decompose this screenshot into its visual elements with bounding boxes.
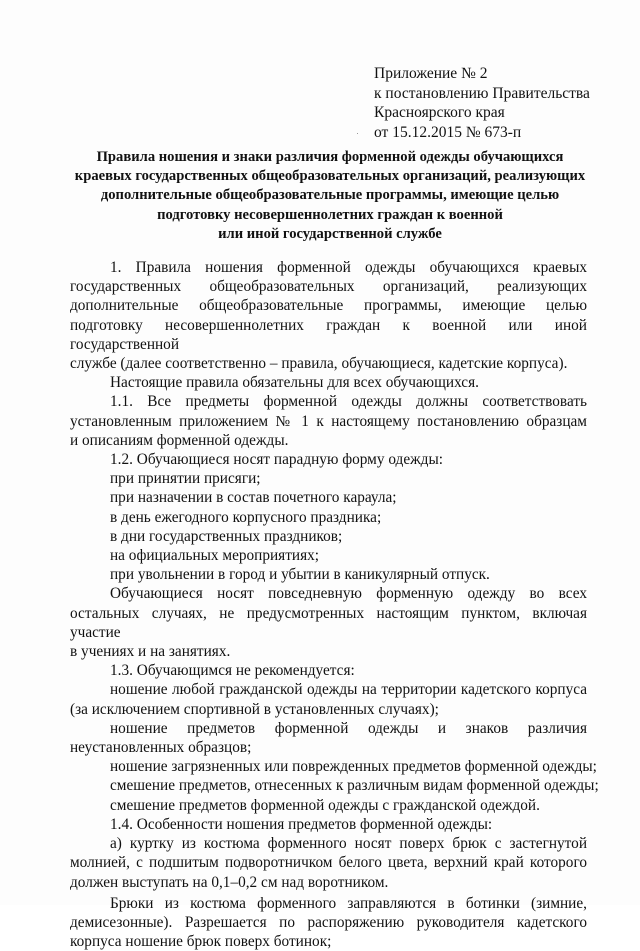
paragraph-line: остальных случаях, не предусмотренных настоящим пунктом, включая участие bbox=[70, 604, 587, 641]
paragraph-line: должен выступать на 0,1–0,2 см над воротником. bbox=[70, 873, 389, 891]
paragraph-line: демисезонные). Разрешается по распоряжению руководителя кадетского bbox=[70, 913, 587, 931]
list-item: при увольнении в город и убытии в каникулярный отпуск. bbox=[110, 566, 490, 584]
paragraph-line: Обучающиеся носят повседневную форменную одежду во всех bbox=[110, 585, 587, 603]
paragraph-line: Брюки из костюма форменного заправляются в ботинки (зимние, bbox=[110, 894, 587, 912]
title-line: подготовку несовершеннолетних граждан к военной bbox=[157, 206, 503, 223]
list-item: неустановленных образцов; bbox=[70, 739, 252, 757]
paragraph-line: службе (далее соответственно – правила, обучающиеся, кадетские корпуса). bbox=[70, 355, 568, 373]
paragraph-line: в учениях и на занятиях. bbox=[70, 643, 231, 661]
list-item: на официальных мероприятиях; bbox=[110, 547, 320, 565]
paragraph-line: 1.1. Все предметы форменной одежды должны соответствовать bbox=[110, 393, 587, 411]
list-item: ношение любой гражданской одежды на территории кадетского корпуса bbox=[110, 681, 587, 699]
title-line: краевых государственных общеобразовательных организаций, реализующих bbox=[74, 168, 586, 185]
paragraph-line: государственных общеобразовательных организаций, реализующих bbox=[70, 278, 587, 296]
document-title bbox=[70, 148, 590, 244]
header-line: от 15.12.2015 № 673-п bbox=[374, 123, 522, 141]
header-line: к постановлению Правительства bbox=[374, 84, 590, 102]
appendix-header bbox=[374, 64, 590, 142]
paragraph-line: молнией, с подшитым подворотничком белого цвета, верхний край которого bbox=[70, 854, 587, 872]
list-item: при назначении в состав почетного караула; bbox=[110, 489, 397, 507]
paragraph: 1.2. Обучающиеся носят парадную форму одежды: bbox=[110, 451, 443, 469]
header-line: Приложение № 2 bbox=[374, 65, 488, 82]
list-item: ношение загрязненных или поврежденных предметов форменной одежды; bbox=[110, 758, 597, 776]
scan-speck bbox=[357, 133, 358, 134]
paragraph-line: подготовку несовершеннолетних граждан к военной или иной государственной bbox=[70, 316, 587, 353]
list-item: смешение предметов форменной одежды с гражданской одеждой. bbox=[110, 796, 540, 814]
paragraph-line: установленным приложением № 1 к настоящему постановлению образцам bbox=[70, 412, 587, 430]
paragraph: 1.4. Особенности ношения предметов форменной одежды: bbox=[110, 815, 493, 833]
paragraph-line: дополнительные общеобразовательные программы, имеющие целью bbox=[70, 297, 587, 315]
list-item: при принятии присяги; bbox=[110, 470, 261, 488]
title-line: дополнительные общеобразовательные программы, имеющие целью bbox=[100, 187, 560, 204]
paragraph-line: 1. Правила ношения форменной одежды обучающихся краевых bbox=[110, 259, 587, 276]
title-line: или иной государственной службе bbox=[218, 225, 442, 242]
paragraph-line: корпуса ношение брюк поверх ботинок; bbox=[70, 933, 332, 951]
list-item: (за исключением спортивной в установленных случаях); bbox=[70, 700, 439, 718]
title-line: Правила ношения и знаки различия форменной одежды обучающихся bbox=[96, 149, 564, 165]
paragraph: Настоящие правила обязательны для всех обучающихся. bbox=[110, 374, 479, 392]
header-line: Красноярского края bbox=[374, 104, 505, 121]
list-item: ношение предметов форменной одежды и знаков различия bbox=[110, 719, 587, 737]
paragraph: 1.3. Обучающимся не рекомендуется: bbox=[110, 662, 355, 680]
paragraph-line: и описаниям форменной одежды. bbox=[70, 431, 289, 449]
list-item: смешение предметов, отнесенных к различным видам форменной одежды; bbox=[110, 777, 599, 795]
document-body bbox=[70, 258, 599, 951]
list-item: в дни государственных праздников; bbox=[110, 527, 343, 545]
list-item: в день ежегодного корпусного праздника; bbox=[110, 508, 382, 526]
paragraph-line: а) куртку из костюма форменного носят поверх брюк с застегнутой bbox=[110, 835, 587, 853]
